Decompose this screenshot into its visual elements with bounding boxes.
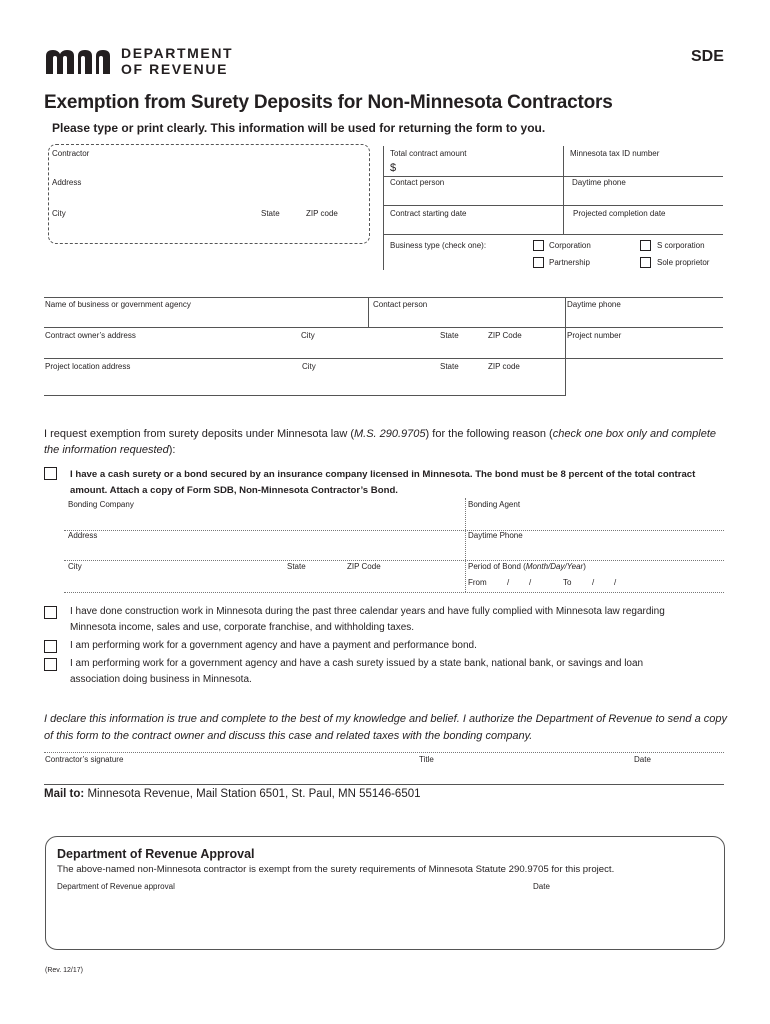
bond-zip-input[interactable] — [347, 577, 457, 590]
mn-tax-id-input[interactable] — [570, 162, 720, 176]
owner-daytime-phone-label: Daytime phone — [567, 300, 621, 309]
project-location-label: Project location address — [45, 362, 131, 371]
contractor-state-input[interactable] — [261, 222, 301, 236]
approval-text: The above-named non-Minnesota contractor is exempt from the surety requirements of Minnesota Statute 290.9705 for this project. — [57, 864, 615, 875]
government-cash-surety-checkbox[interactable] — [44, 658, 57, 671]
rule — [64, 560, 724, 561]
construction-compliance-checkbox[interactable] — [44, 606, 57, 619]
form-code: SDE — [691, 48, 724, 65]
project-location-input[interactable] — [45, 376, 295, 389]
projected-completion-date-label: Projected completion date — [573, 209, 666, 218]
option1-line1: I have a cash surety or a bond secured by an insurance company licensed in Minnesota. The bond must be 8 percent of the total contract — [70, 469, 696, 480]
bond-daytime-phone-input[interactable] — [468, 545, 720, 558]
revision-note: (Rev. 12/17) — [45, 967, 83, 974]
owner-daytime-phone-input[interactable] — [567, 312, 719, 325]
request-intro — [44, 426, 724, 458]
signature-date-label: Date — [634, 755, 651, 764]
state-label: State — [261, 209, 280, 218]
rule — [383, 205, 723, 206]
option4-line2: association doing business in Minnesota. — [70, 674, 252, 685]
declaration-text: I declare this information is true and complete to the best of my knowledge and belief. I authorize the Department of Revenue to send a copy of this form to the contract owner and discuss this case and related taxes with the bonding company. — [44, 713, 728, 742]
partnership-checkbox[interactable] — [533, 257, 544, 268]
option2-text — [70, 604, 665, 636]
rule — [44, 297, 723, 298]
bond-to-date-input[interactable] — [578, 577, 638, 590]
contract-start-date-label: Contract starting date — [390, 209, 467, 218]
owner-zip-label: ZIP Code — [488, 331, 522, 340]
contractor-address-input[interactable] — [52, 190, 362, 204]
option4-line1: I am performing work for a government agency and have a cash surety issued by a state bank, national bank, or savings and loan — [70, 658, 644, 669]
corporation-label: Corporation — [549, 241, 591, 250]
bonding-agent-input[interactable] — [468, 514, 720, 527]
mn-tax-id-label: Minnesota tax ID number — [570, 149, 660, 158]
address-label: Address — [52, 178, 82, 187]
contact-person-label: Contact person — [390, 178, 445, 187]
s-corporation-label: S corporation — [657, 241, 705, 250]
owner-state-input[interactable] — [440, 343, 482, 356]
contractor-name-input[interactable] — [52, 161, 362, 175]
option4-text — [70, 656, 643, 688]
project-state-input[interactable] — [440, 376, 482, 389]
bonding-company-label: Bonding Company — [68, 500, 134, 509]
intro-instruction: check one box only and complete the information requested — [44, 428, 716, 456]
divider — [563, 146, 564, 234]
rule — [383, 234, 723, 235]
project-city-label: City — [302, 362, 316, 371]
contact-person-input[interactable] — [390, 191, 558, 205]
period-of-bond-label — [468, 562, 586, 571]
rule — [64, 592, 724, 593]
sole-proprietor-label: Sole proprietor — [657, 258, 710, 267]
period-close: ) — [583, 562, 586, 571]
date-slash: / — [592, 578, 595, 587]
intro-text: ) for the following reason ( — [425, 428, 553, 440]
signature-title-label: Title — [419, 755, 434, 764]
bond-city-label: City — [68, 562, 82, 571]
s-corporation-checkbox[interactable] — [640, 240, 651, 251]
project-number-input[interactable] — [567, 343, 719, 356]
contractor-label: Contractor — [52, 149, 90, 158]
project-zip-input[interactable] — [488, 376, 560, 389]
signature-title-input[interactable] — [419, 767, 624, 781]
mail-to-label: Mail to: — [44, 788, 85, 800]
agency-name-label: Name of business or government agency — [45, 300, 191, 309]
option1-line2: amount. Attach a copy of Form SDB, Non-Minnesota Contractor’s Bond. — [70, 484, 398, 496]
bond-zip-label: ZIP Code — [347, 562, 381, 571]
bonding-agent-label: Bonding Agent — [468, 500, 521, 509]
owner-city-label: City — [301, 331, 315, 340]
owner-state-label: State — [440, 331, 459, 340]
total-contract-amount-label: Total contract amount — [390, 149, 467, 158]
dollar-sign: $ — [390, 162, 397, 174]
intro-text: ): — [168, 444, 176, 456]
project-zip-label: ZIP code — [488, 362, 520, 371]
dept-name-line1: DEPARTMENT — [121, 45, 234, 61]
government-payment-bond-checkbox[interactable] — [44, 640, 57, 653]
bond-city-input[interactable] — [68, 577, 278, 590]
intro-law: M.S. 290.9705 — [353, 428, 426, 440]
city-label: City — [52, 209, 66, 218]
bonding-company-input[interactable] — [68, 514, 458, 527]
signature-date-input[interactable] — [634, 767, 720, 781]
mail-to — [44, 788, 421, 800]
owner-zip-input[interactable] — [488, 343, 560, 356]
to-label: To — [563, 578, 572, 587]
sole-proprietor-checkbox[interactable] — [640, 257, 651, 268]
approval-date-input[interactable] — [533, 895, 713, 909]
bond-state-input[interactable] — [287, 577, 339, 590]
divider — [465, 498, 466, 592]
owner-address-label: Contract owner’s address — [45, 331, 136, 340]
contractor-city-input[interactable] — [52, 222, 252, 236]
bond-daytime-phone-label: Daytime Phone — [468, 531, 523, 540]
bond-address-input[interactable] — [68, 545, 458, 558]
bond-state-label: State — [287, 562, 306, 571]
project-number-label: Project number — [567, 331, 622, 340]
rule — [383, 176, 723, 177]
bond-address-label: Address — [68, 531, 98, 540]
mn-logo — [44, 47, 116, 75]
page-subtitle: Please type or print clearly. This information will be used for returning the form to you. — [52, 121, 546, 135]
intro-text: I request exemption from surety deposits under Minnesota law ( — [44, 428, 354, 440]
contract-start-date-input[interactable] — [390, 220, 558, 233]
option3-text: I am performing work for a government agency and have a payment and performance bond. — [70, 640, 477, 651]
rule — [44, 327, 723, 328]
owner-address-input[interactable] — [45, 343, 295, 356]
cash-surety-bond-checkbox[interactable] — [44, 467, 57, 480]
from-label: From — [468, 578, 487, 587]
revenue-approval-input[interactable] — [57, 895, 517, 909]
total-contract-amount-input[interactable] — [400, 162, 558, 176]
owner-contact-person-label: Contact person — [373, 300, 428, 309]
agency-name-input[interactable] — [45, 312, 363, 325]
rule — [44, 395, 565, 396]
project-city-input[interactable] — [302, 376, 432, 389]
period-label: Period of Bond ( — [468, 562, 526, 571]
date-slash: / — [529, 578, 532, 587]
rule — [64, 530, 724, 531]
owner-city-input[interactable] — [301, 343, 431, 356]
approval-heading: Department of Revenue Approval — [57, 847, 255, 861]
dept-name-line2: OF REVENUE — [121, 61, 229, 77]
rule — [44, 358, 723, 359]
rule — [44, 752, 724, 753]
daytime-phone-input[interactable] — [572, 191, 720, 205]
mail-address: Minnesota Revenue, Mail Station 6501, St. Paul, MN 55146-6501 — [87, 788, 421, 800]
approval-date-label: Date — [533, 882, 550, 891]
contractor-signature-label: Contractor’s signature — [45, 755, 124, 764]
revenue-approval-label: Department of Revenue approval — [57, 882, 175, 891]
divider — [368, 297, 369, 327]
owner-contact-person-input[interactable] — [373, 312, 561, 325]
divider — [383, 146, 384, 270]
project-state-label: State — [440, 362, 459, 371]
contractor-zip-input[interactable] — [306, 222, 364, 236]
projected-completion-date-input[interactable] — [573, 220, 721, 233]
period-format: Month/Day/Year — [525, 562, 584, 571]
corporation-checkbox[interactable] — [533, 240, 544, 251]
rule — [44, 784, 724, 785]
contractor-signature-input[interactable] — [45, 767, 410, 781]
option1-text — [70, 467, 695, 498]
business-type-label: Business type (check one): — [390, 241, 487, 250]
option2-line2: Minnesota income, sales and use, corporate franchise, and withholding taxes. — [70, 622, 415, 633]
divider — [565, 297, 566, 396]
date-slash: / — [507, 578, 510, 587]
partnership-label: Partnership — [549, 258, 590, 267]
page-title: Exemption from Surety Deposits for Non-Minnesota Contractors — [44, 92, 613, 113]
daytime-phone-label: Daytime phone — [572, 178, 626, 187]
bond-from-date-input[interactable] — [490, 577, 556, 590]
mn-logo-icon — [44, 47, 116, 75]
zip-label: ZIP code — [306, 209, 338, 218]
option2-line1: I have done construction work in Minnesota during the past three calendar years and have fully complied with Minnesota law regarding — [70, 606, 665, 617]
date-slash: / — [614, 578, 617, 587]
